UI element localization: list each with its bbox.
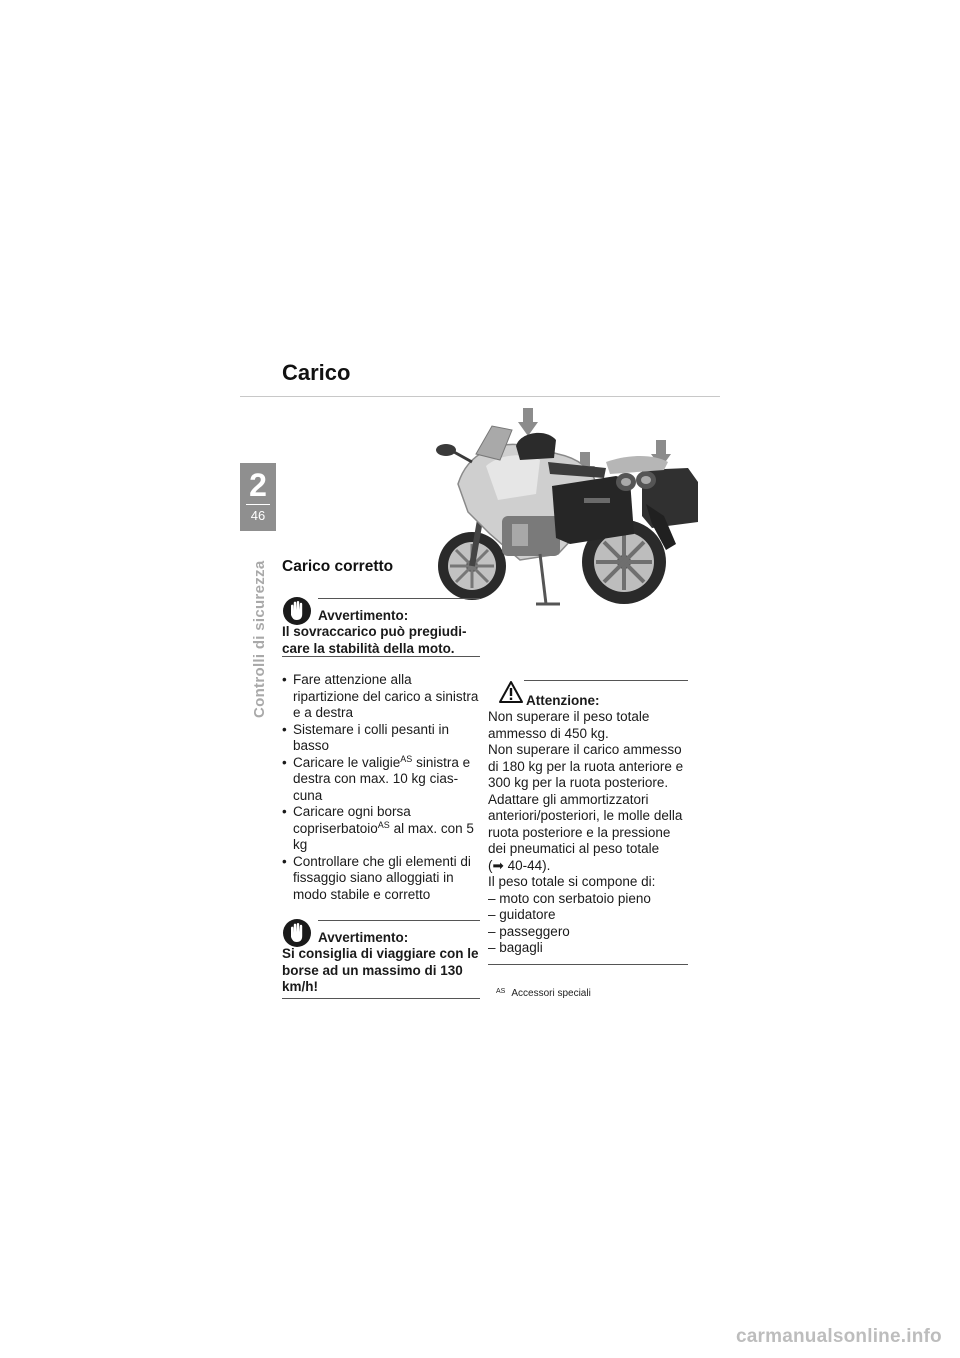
caution-paragraph: Non superare il peso totale ammesso di 450 kg. <box>488 709 650 741</box>
list-item-text: moto con serbatoio pieno <box>499 890 651 906</box>
motorcycle-luggage-illustration <box>428 404 710 622</box>
chapter-tab <box>240 463 276 531</box>
list-item-text: al max. con 5 kg <box>293 820 474 852</box>
loading-instructions-list <box>282 672 480 903</box>
list-item-text: bagagli <box>499 940 543 955</box>
list-item-text: guidatore <box>499 907 556 922</box>
footnote <box>496 988 591 999</box>
section-heading: Carico corretto <box>282 558 394 575</box>
list-item <box>282 755 480 805</box>
page-title: Carico <box>282 360 351 385</box>
page-reference: 40-44). <box>507 857 551 873</box>
caution-label: Attenzione: <box>526 693 600 708</box>
list-item <box>282 804 480 854</box>
warning-label: Avvertimento: <box>318 608 409 623</box>
caution-paragraph: Non superare il carico ammesso di 180 kg per la ruota anteriore e 300 kg per la ruota posteriore. <box>488 742 684 790</box>
list-item: – passeggero <box>488 923 570 939</box>
title-rule <box>240 396 720 397</box>
list-item: – bagagli <box>488 940 543 955</box>
list-item: – moto con serbatoio pieno <box>488 890 651 906</box>
list-item <box>282 722 480 755</box>
chapter-number: 2 <box>249 467 267 503</box>
page-number: 46 <box>250 508 266 523</box>
warning-text: Il sovraccarico può pregiudi-care la stabilità della moto. <box>282 624 467 656</box>
exclamation-triangle-icon <box>498 680 524 704</box>
accessory-mark: AS <box>400 753 413 764</box>
list-item-text: Caricare ogni borsa copriserbatoio <box>293 804 411 836</box>
list-item: – guidatore <box>488 907 556 922</box>
warning-label: Avvertimento: <box>318 930 409 945</box>
chapter-side-label-text: Controlli di sicurezza <box>251 560 268 718</box>
page-reference-arrow-icon: ➡ <box>492 857 504 873</box>
stop-hand-icon <box>282 918 312 948</box>
warning-text: Si consiglia di viaggiare con le borse ad un massimo di 130 km/h! <box>282 946 479 994</box>
list-item <box>282 672 480 722</box>
list-item-text: Fare attenzione alla ripartizione del carico a sinistra e a destra <box>293 672 479 720</box>
list-item <box>282 854 480 904</box>
warning-top-rule <box>318 920 480 921</box>
chapter-side-label <box>250 548 270 718</box>
footnote-mark: AS <box>496 988 506 995</box>
load-arrow-icon <box>518 408 538 436</box>
caution-bottom-rule <box>488 964 688 965</box>
chapter-divider <box>246 504 270 505</box>
caution-text <box>488 709 688 957</box>
list-item-text: Sistemare i colli pesanti in basso <box>293 721 450 753</box>
list-item-text: sinistra e destra con max. 10 kg cias-cuna <box>293 754 471 803</box>
caution-top-rule <box>524 680 688 681</box>
stop-hand-icon <box>282 596 312 626</box>
warning-bottom-rule <box>282 998 480 999</box>
warning-bottom-rule <box>282 656 480 657</box>
list-item-text: Controllare che gli elementi di fissaggio siano alloggiati in modo stabile e corretto <box>293 853 471 902</box>
caution-paragraph: Adattare gli ammortizzatori anteriori/posteriori, le molle della ruota posteriore e la pressione dei pneumatici al peso totale (➡ 40-44). <box>488 791 683 873</box>
watermark: carmanualsonline.info <box>736 1326 942 1347</box>
warning-top-rule <box>318 598 480 599</box>
accessory-mark: AS <box>377 819 390 830</box>
list-item-text: passeggero <box>499 923 570 939</box>
list-item-text: Caricare le valigie <box>293 754 401 770</box>
footnote-text: Accessori speciali <box>511 988 591 999</box>
caution-paragraph-text: Adattare gli ammortizzatori anteriori/posteriori, le molle della ruota posteriore e la pressione dei pneumatici al peso totale <box>488 791 683 856</box>
caution-paragraph: Il peso totale si compone di: <box>488 874 656 889</box>
